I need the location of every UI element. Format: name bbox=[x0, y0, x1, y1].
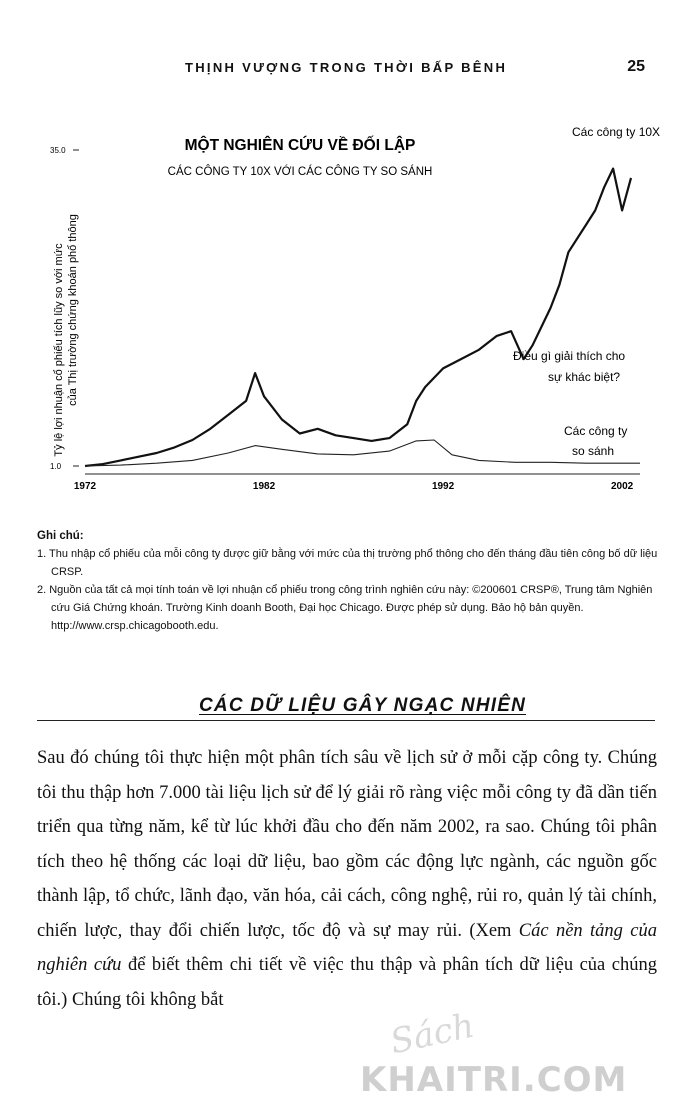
chart-notes bbox=[37, 527, 667, 635]
annotation-question-line2: sự khác biệt? bbox=[548, 370, 621, 384]
section-heading bbox=[37, 695, 655, 725]
section-rule bbox=[37, 720, 655, 721]
annotation-10x: Các công ty 10X bbox=[572, 125, 661, 139]
note-item: 2. Nguồn của tất cả mọi tính toán về lợi nhuận cổ phiếu trong công trình nghiên cứu này: ©200601 CRSP®, Trung tâm Nghiên cứu Giá Chứng khoán. Trường Kinh doanh Booth, Đại học Chicago. Được phép sử dụng. Bảo hộ bản quyền. http://www.crsp.chicagobooth.edu. bbox=[37, 584, 653, 632]
section-title: CÁC DỮ LIỆU GÂY NGẠC NHIÊN bbox=[199, 695, 527, 716]
x-tick-label: 1982 bbox=[252, 481, 276, 492]
x-tick-label: 1992 bbox=[431, 481, 455, 492]
y-tick-label: 35.0 bbox=[50, 146, 66, 155]
body-text-part1: Sau đó chúng tôi thực hiện một phân tích sâu về lịch sử ở mỗi cặp công ty. Chúng tôi thu thập hơn 7.000 tài liệu lịch sử để lý giải rõ ràng việc mỗi công ty đã dần tiến triển qua từng năm, kể từ lúc khởi đầu cho đến năm 2002, ra sao. Chúng tôi phân tích theo hệ thống các loại dữ liệu, bao gồm các động lực ngành, các nguồn gốc thành lập, tổ chức, lãnh đạo, văn hóa, cải cách, công nghệ, rủi ro, quản lý tài chính, chiến lược, thay đổi chiến lược, tốc độ và sự may rủi. (Xem bbox=[37, 748, 657, 941]
body-italic-reference: Các nền tảng của nghiên cứu bbox=[37, 920, 657, 975]
chart-title: MỘT NGHIÊN CỨU VỀ ĐỐI LẬP bbox=[184, 137, 416, 154]
comparison-chart bbox=[0, 110, 700, 510]
y-axis-label-line1: Tỷ lệ lợi nhuận cổ phiếu tích lũy so với mức bbox=[53, 243, 65, 457]
annotation-comparison-line2: so sánh bbox=[572, 444, 615, 458]
watermark-script: Sách bbox=[386, 1005, 478, 1063]
x-tick-label: 2002 bbox=[610, 481, 634, 492]
body-text-part2: để biết thêm chi tiết về việc thu thập và phân tích dữ liệu của chúng tôi.) Chúng tôi không bắt bbox=[37, 955, 657, 1010]
chart-svg bbox=[0, 110, 700, 510]
series-line-comparison bbox=[85, 440, 640, 466]
y-tick-label: 1.0 bbox=[50, 462, 62, 471]
running-title: THỊNH VƯỢNG TRONG THỜI BẤP BÊNH bbox=[185, 60, 508, 75]
watermark bbox=[360, 1005, 690, 1110]
note-item: 1. Thu nhập cổ phiếu của mỗi công ty được giữ bằng với mức của thị trường phổ thông cho đến tháng đầu tiên công bố dữ liệu CRSP. bbox=[37, 548, 658, 578]
series-line-10x bbox=[85, 169, 631, 466]
y-axis-label-line2: của Thị trường chứng khoán phổ thông bbox=[67, 214, 79, 406]
notes-title: Ghi chú: bbox=[37, 530, 84, 542]
chart-subtitle: CÁC CÔNG TY 10X VỚI CÁC CÔNG TY SO SÁNH bbox=[167, 166, 433, 178]
page-header bbox=[185, 60, 655, 82]
watermark-logo: KHAITRI.COM bbox=[360, 1060, 628, 1100]
x-tick-label: 1972 bbox=[73, 481, 97, 492]
page-number: 25 bbox=[627, 58, 645, 75]
annotation-question-line1: Điều gì giải thích cho bbox=[513, 349, 626, 363]
body-paragraph bbox=[37, 741, 657, 1017]
annotation-comparison-line1: Các công ty bbox=[564, 424, 628, 438]
